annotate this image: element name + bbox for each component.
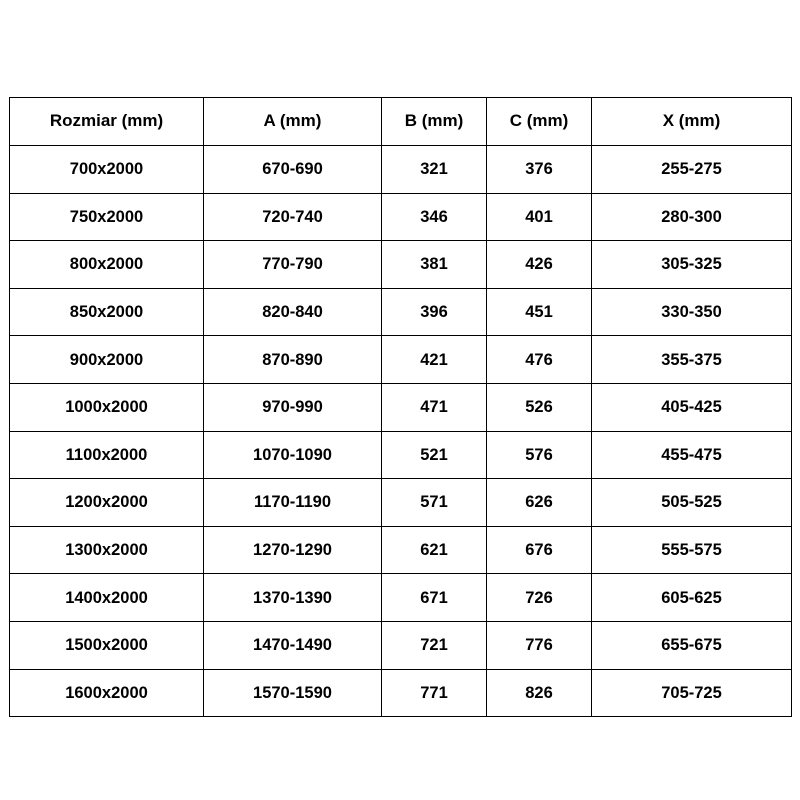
cell-c: 676 (487, 526, 592, 574)
cell-rozmiar: 700x2000 (10, 146, 204, 194)
column-header-rozmiar: Rozmiar (mm) (10, 98, 204, 146)
table-row (10, 526, 792, 574)
table-row (10, 146, 792, 194)
cell-rozmiar: 1200x2000 (10, 479, 204, 527)
cell-b: 571 (382, 479, 487, 527)
cell-rozmiar: 1000x2000 (10, 383, 204, 431)
cell-c: 426 (487, 241, 592, 289)
cell-rozmiar: 850x2000 (10, 288, 204, 336)
cell-x: 605-625 (592, 574, 792, 622)
cell-c: 576 (487, 431, 592, 479)
cell-x: 330-350 (592, 288, 792, 336)
cell-b: 381 (382, 241, 487, 289)
table-row (10, 574, 792, 622)
cell-x: 255-275 (592, 146, 792, 194)
cell-c: 401 (487, 193, 592, 241)
table-row (10, 669, 792, 717)
cell-rozmiar: 800x2000 (10, 241, 204, 289)
cell-x: 405-425 (592, 383, 792, 431)
column-header-x: X (mm) (592, 98, 792, 146)
cell-rozmiar: 1400x2000 (10, 574, 204, 622)
cell-rozmiar: 900x2000 (10, 336, 204, 384)
cell-rozmiar: 1500x2000 (10, 621, 204, 669)
table-header-row (10, 98, 792, 146)
cell-x: 705-725 (592, 669, 792, 717)
cell-x: 355-375 (592, 336, 792, 384)
cell-b: 471 (382, 383, 487, 431)
cell-b: 721 (382, 621, 487, 669)
cell-x: 655-675 (592, 621, 792, 669)
cell-b: 396 (382, 288, 487, 336)
cell-x: 305-325 (592, 241, 792, 289)
table-row (10, 193, 792, 241)
size-table (9, 97, 792, 717)
cell-c: 451 (487, 288, 592, 336)
cell-x: 555-575 (592, 526, 792, 574)
cell-b: 421 (382, 336, 487, 384)
cell-c: 826 (487, 669, 592, 717)
cell-b: 521 (382, 431, 487, 479)
cell-c: 726 (487, 574, 592, 622)
table-header (10, 98, 792, 146)
cell-b: 621 (382, 526, 487, 574)
table-row (10, 479, 792, 527)
cell-b: 321 (382, 146, 487, 194)
cell-rozmiar: 1600x2000 (10, 669, 204, 717)
cell-a: 1570-1590 (204, 669, 382, 717)
cell-a: 1070-1090 (204, 431, 382, 479)
cell-b: 771 (382, 669, 487, 717)
cell-rozmiar: 750x2000 (10, 193, 204, 241)
size-table-container (9, 97, 791, 717)
table-row (10, 288, 792, 336)
table-row (10, 241, 792, 289)
cell-c: 626 (487, 479, 592, 527)
table-body (10, 146, 792, 717)
cell-a: 720-740 (204, 193, 382, 241)
cell-a: 970-990 (204, 383, 382, 431)
table-row (10, 621, 792, 669)
table-row (10, 383, 792, 431)
cell-a: 770-790 (204, 241, 382, 289)
column-header-c: C (mm) (487, 98, 592, 146)
cell-x: 455-475 (592, 431, 792, 479)
cell-a: 1270-1290 (204, 526, 382, 574)
table-row (10, 431, 792, 479)
cell-a: 670-690 (204, 146, 382, 194)
cell-c: 526 (487, 383, 592, 431)
cell-c: 476 (487, 336, 592, 384)
column-header-b: B (mm) (382, 98, 487, 146)
cell-a: 820-840 (204, 288, 382, 336)
cell-x: 505-525 (592, 479, 792, 527)
cell-c: 776 (487, 621, 592, 669)
table-row (10, 336, 792, 384)
cell-c: 376 (487, 146, 592, 194)
cell-a: 1370-1390 (204, 574, 382, 622)
cell-b: 346 (382, 193, 487, 241)
cell-rozmiar: 1300x2000 (10, 526, 204, 574)
cell-x: 280-300 (592, 193, 792, 241)
cell-b: 671 (382, 574, 487, 622)
cell-rozmiar: 1100x2000 (10, 431, 204, 479)
cell-a: 870-890 (204, 336, 382, 384)
column-header-a: A (mm) (204, 98, 382, 146)
cell-a: 1170-1190 (204, 479, 382, 527)
cell-a: 1470-1490 (204, 621, 382, 669)
